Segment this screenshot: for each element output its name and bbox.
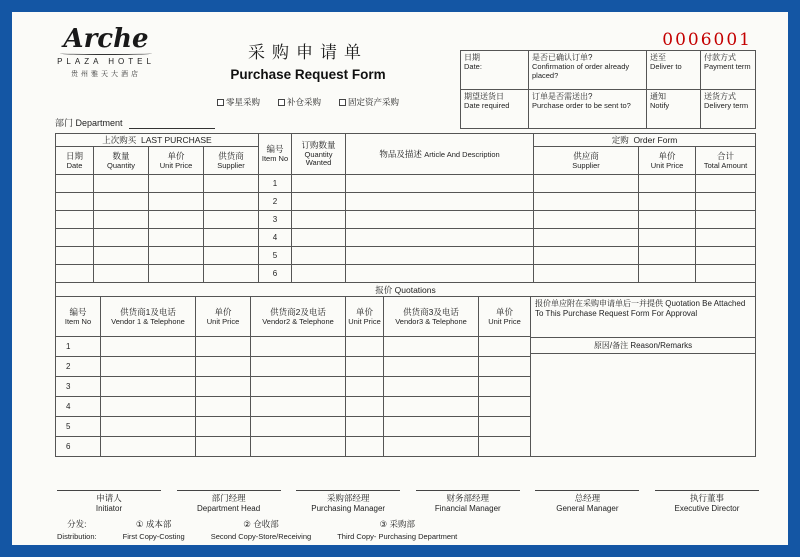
- info-cell-delivery-term: 送货方式 Delivery term: [701, 90, 756, 129]
- row-number-cell: 5: [259, 247, 292, 265]
- header-vendor1-unit-price: 单价 Unit Price: [196, 297, 251, 337]
- empty-cell: [696, 229, 756, 247]
- empty-cell: [94, 175, 149, 193]
- header-vendor1: 供货商1及电话 Vendor 1 & Telephone: [101, 297, 196, 337]
- distribution-item-store-receiving: ② 仓收部 Second Copy-Store/Receiving: [210, 519, 312, 541]
- empty-cell: [56, 175, 94, 193]
- checkbox-icon: [278, 99, 285, 106]
- empty-cell: [94, 265, 149, 283]
- table-row: [56, 211, 756, 229]
- circled-number: ③: [379, 519, 388, 529]
- circled-number: ②: [243, 519, 251, 529]
- empty-cell: [292, 229, 346, 247]
- purchase-type-row: [162, 96, 454, 108]
- row-number-cell: 6: [259, 265, 292, 283]
- row-number-cell: 3: [56, 377, 101, 397]
- checkbox-replenishment-purchase: [278, 96, 321, 108]
- empty-cell: [696, 193, 756, 211]
- empty-cell: [479, 337, 531, 357]
- empty-cell: [204, 247, 259, 265]
- empty-cell: [346, 247, 534, 265]
- empty-cell: [251, 397, 346, 417]
- empty-cell: [56, 229, 94, 247]
- empty-cell: [101, 377, 196, 397]
- signature-executive-director: 执行董事 Executive Director: [655, 490, 759, 513]
- empty-cell: [346, 337, 384, 357]
- row-number-cell: 5: [56, 417, 101, 437]
- empty-cell: [534, 175, 639, 193]
- distribution-item-purchasing: ③ 采购部 Third Copy- Purchasing Department: [337, 519, 458, 541]
- signature-financial-manager: 财务部经理 Financial Manager: [416, 490, 520, 513]
- empty-cell: [101, 337, 196, 357]
- empty-cell: [346, 437, 384, 457]
- empty-cell: [196, 397, 251, 417]
- empty-cell: [696, 211, 756, 229]
- empty-cell: [101, 417, 196, 437]
- header-vendor3: 供货商3及电话 Vendor3 & Telephone: [384, 297, 479, 337]
- empty-cell: [94, 247, 149, 265]
- info-cell-confirmation: 是否已确认订单? Confirmation of order already placed?: [529, 51, 647, 90]
- empty-cell: [251, 417, 346, 437]
- table-row: [56, 175, 756, 193]
- empty-cell: [101, 437, 196, 457]
- empty-cell: [346, 193, 534, 211]
- distribution-row: [57, 518, 457, 541]
- empty-cell: [639, 175, 696, 193]
- empty-cell: [346, 265, 534, 283]
- empty-cell: [149, 229, 204, 247]
- empty-cell: [204, 211, 259, 229]
- empty-cell: [101, 357, 196, 377]
- logo-name: Arche: [63, 24, 149, 54]
- empty-cell: [149, 265, 204, 283]
- logo-chinese-name: 贵州雅天大酒店: [71, 71, 141, 78]
- row-number-cell: 1: [259, 175, 292, 193]
- empty-cell: [384, 397, 479, 417]
- empty-cell: [346, 211, 534, 229]
- form-title: [180, 38, 436, 82]
- form-title-cn: 采购申请单: [248, 43, 368, 62]
- header-vendor3-unit-price: 单价 Unit Price: [479, 297, 531, 337]
- empty-cell: [479, 417, 531, 437]
- empty-cell: [251, 437, 346, 457]
- empty-cell: [292, 265, 346, 283]
- empty-cell: [384, 337, 479, 357]
- empty-cell: [479, 397, 531, 417]
- checkbox-icon: [339, 99, 346, 106]
- empty-cell: [56, 211, 94, 229]
- empty-cell: [292, 193, 346, 211]
- empty-cell: [384, 357, 479, 377]
- empty-cell: [149, 193, 204, 211]
- empty-cell: [346, 357, 384, 377]
- empty-cell: [56, 193, 94, 211]
- signature-department-head: 部门经理 Department Head: [177, 490, 281, 513]
- empty-cell: [94, 211, 149, 229]
- info-cell-date-required: 期望送货日 Date required: [461, 90, 529, 129]
- empty-cell: [479, 357, 531, 377]
- section-order-form: 定购 Order Form: [534, 134, 756, 147]
- empty-cell: [479, 377, 531, 397]
- signature-purchasing-manager: 采购部经理 Purchasing Manager: [296, 490, 400, 513]
- empty-cell: [696, 175, 756, 193]
- checkbox-icon: [217, 99, 224, 106]
- header-order-supplier: 供应商 Supplier: [534, 147, 639, 175]
- empty-cell: [149, 211, 204, 229]
- empty-cell: [534, 211, 639, 229]
- empty-cell: [384, 417, 479, 437]
- row-number-cell: 2: [259, 193, 292, 211]
- header-quote-item-no: 编号 Item No: [56, 297, 101, 337]
- header-quantity-wanted: 订购数量 Quantity Wanted: [292, 134, 346, 175]
- empty-cell: [196, 437, 251, 457]
- empty-cell: [149, 175, 204, 193]
- row-number-cell: 4: [56, 397, 101, 417]
- distribution-label: 分发: Distribution:: [57, 519, 97, 541]
- header-quantity: 数量 Quantity: [94, 147, 149, 175]
- empty-cell: [639, 229, 696, 247]
- distribution-item-costing: ① 成本部 First Copy-Costing: [122, 519, 185, 541]
- purchase-request-form: [12, 12, 788, 545]
- signature-initiator: 申请人 Initiator: [57, 490, 161, 513]
- quotations-table: [55, 282, 756, 457]
- empty-cell: [196, 377, 251, 397]
- empty-cell: [696, 265, 756, 283]
- empty-cell: [204, 229, 259, 247]
- empty-cell: [292, 175, 346, 193]
- empty-cell: [196, 337, 251, 357]
- remarks-cell: [531, 297, 756, 457]
- empty-cell: [534, 229, 639, 247]
- empty-cell: [94, 229, 149, 247]
- last-purchase-order-table: [55, 133, 756, 283]
- empty-cell: [251, 337, 346, 357]
- remarks-blank-area: [531, 354, 755, 454]
- info-cell-notify: 通知 Notify: [647, 90, 701, 129]
- order-info-table: [460, 50, 756, 129]
- table-row: [56, 193, 756, 211]
- empty-cell: [346, 417, 384, 437]
- header-item-no: 编号 Item No: [259, 134, 292, 175]
- checkbox-label: 固定资产采购: [348, 97, 400, 107]
- empty-cell: [346, 397, 384, 417]
- table-row: [56, 247, 756, 265]
- empty-cell: [639, 265, 696, 283]
- info-cell-date: 日期 Date:: [461, 51, 529, 90]
- table-row: [56, 265, 756, 283]
- reason-remarks-label: 原因/备注 Reason/Remarks: [531, 337, 755, 354]
- logo-subtitle: PLAZA HOTEL: [57, 57, 155, 66]
- checkbox-label: 零星采购: [225, 97, 260, 107]
- row-number-cell: 3: [259, 211, 292, 229]
- empty-cell: [346, 175, 534, 193]
- empty-cell: [101, 397, 196, 417]
- empty-cell: [56, 247, 94, 265]
- empty-cell: [204, 265, 259, 283]
- empty-cell: [534, 265, 639, 283]
- empty-cell: [534, 193, 639, 211]
- checkbox-fixed-asset-purchase: [339, 96, 399, 108]
- info-cell-order-sent: 订单是否需送出? Purchase order to be sent to?: [529, 90, 647, 129]
- empty-cell: [292, 247, 346, 265]
- header-article-description: 物品及描述 Article And Description: [346, 134, 534, 175]
- empty-cell: [639, 247, 696, 265]
- header-unit-price: 单价 Unit Price: [149, 147, 204, 175]
- empty-cell: [94, 193, 149, 211]
- empty-cell: [384, 377, 479, 397]
- empty-cell: [534, 247, 639, 265]
- empty-cell: [149, 247, 204, 265]
- empty-cell: [346, 377, 384, 397]
- empty-cell: [204, 175, 259, 193]
- empty-cell: [292, 211, 346, 229]
- circled-number: ①: [135, 519, 144, 529]
- signature-row: [57, 490, 759, 513]
- header-supplier: 供货商 Supplier: [204, 147, 259, 175]
- empty-cell: [639, 211, 696, 229]
- table-row: [56, 229, 756, 247]
- header-vendor2: 供货商2及电话 Vendor2 & Telephone: [251, 297, 346, 337]
- empty-cell: [251, 377, 346, 397]
- empty-cell: [479, 437, 531, 457]
- empty-cell: [696, 247, 756, 265]
- info-cell-payment-term: 付款方式 Payment term: [701, 51, 756, 90]
- empty-cell: [196, 357, 251, 377]
- empty-cell: [204, 193, 259, 211]
- checkbox-label: 补仓采购: [286, 97, 321, 107]
- department-label-en: Department: [75, 118, 123, 128]
- header-total-amount: 合计 Total Amount: [696, 147, 756, 175]
- form-title-en: Purchase Request Form: [230, 67, 386, 82]
- empty-cell: [639, 193, 696, 211]
- header-vendor2-unit-price: 单价 Unit Price: [346, 297, 384, 337]
- signature-general-manager: 总经理 General Manager: [535, 490, 639, 513]
- section-last-purchase: 上次购买 LAST PURCHASE: [56, 134, 259, 147]
- empty-cell: [346, 229, 534, 247]
- info-cell-deliver-to: 送至 Deliver to: [647, 51, 701, 90]
- empty-cell: [56, 265, 94, 283]
- empty-cell: [196, 417, 251, 437]
- quotation-attach-note: 报价单应附在采购申请单后一并提供 Quotation Be Attached To This Purchase Request Form For Approval: [535, 299, 746, 319]
- quotations-band: 报价 Quotations: [56, 283, 756, 297]
- row-number-cell: 6: [56, 437, 101, 457]
- department-label-cn: 部门: [55, 118, 74, 128]
- department-line: [55, 116, 215, 129]
- hotel-logo: [48, 26, 164, 79]
- row-number-cell: 4: [259, 229, 292, 247]
- header-order-unit-price: 单价 Unit Price: [639, 147, 696, 175]
- row-number-cell: 2: [56, 357, 101, 377]
- serial-number: 0006001: [662, 30, 752, 50]
- empty-cell: [251, 357, 346, 377]
- row-number-cell: 1: [56, 337, 101, 357]
- header-date: 日期 Date: [56, 147, 94, 175]
- empty-cell: [384, 437, 479, 457]
- checkbox-spot-purchase: [217, 96, 260, 108]
- department-blank: [129, 119, 215, 129]
